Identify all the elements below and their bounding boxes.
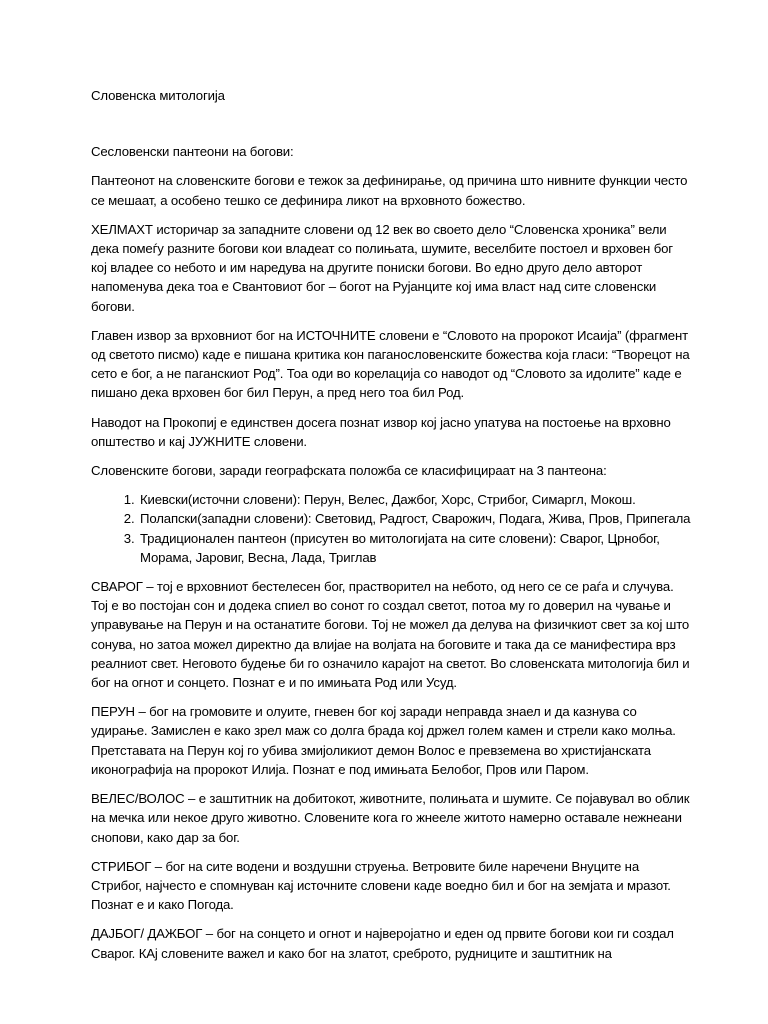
deity-paragraph: СВАРОГ – тој е врховниот бестелесен бог, прастворител на небото, од него се се раѓа и случува. Тој е во постојан сон и додека спиел во сонот го создал светот, потоа му го доверил на чување и управување на Перун и на останатите богови. Тој не можел да делува на физичкиот свет за кој што сонува, но затоа можел директно да влијае на волјата на боговите и така да се манифестира врз реалниот свет. Неговото будење би го означило карајот на светот. Во словенската митологија бил и бог на огнот и сонцето. Познат е и по имињата Род или Усуд. bbox=[91, 579, 690, 691]
deity-paragraph: ПЕРУН – бог на громовите и олуите, гневен бог кој заради неправда знаел и да казнува со удирање. Замислен е како зрел маж со долга брада кој држел голем камен и стрели како молња. Претставата на Перун кој го убива змијоликиот демон Волос е превземена во христијанската иконографија на пророкот Илија. Познат е под имињата Белобог, Пров или Паром. bbox=[91, 704, 676, 777]
deity-paragraph: ВЕЛЕС/ВОЛОС – е заштитник на добитокот, животните, полињата и шумите. Се појавувал во облик на мечка или некое друго животно. Словените кога го жнееле житото намерно оставале нежнеани снопови, како дар за бог. bbox=[91, 791, 690, 845]
list-item: 3. Традиционален пантеон (присутен во митологијата на сите словени): Сварог, Црнобог, Морама, Јаровиг, Весна, Лада, Триглав bbox=[138, 529, 691, 567]
pantheon-list bbox=[91, 490, 691, 567]
paragraph: ХЕЛМАХТ историчар за западните словени од 12 век во своето дело “Словенска хроника” вели дека помеѓу разните богови кои владеат со полињата, шумите, веселбите постоел и врховен бог кој владее со небото и им наредува на другите пониски богови. Во едно друго дело авторот напоменува дека тоа е Свантовиот бог – богот на Рујанците кој има власт над сите словенски богови. bbox=[91, 221, 673, 314]
paragraph: Наводот на Прокопиј е единствен досега познат извор кој јасно упатува на постоење на врховно општество и кај ЈУЖНИТЕ словени. bbox=[91, 414, 671, 449]
paragraph: Главен извор за врховниот бог на ИСТОЧНИТЕ словени е “Словото на пророкот Исаија” (фрагмент од светото писмо) каде е пишана критика кон паганословенските божества која гласи: “Творецот на сето е бог, а не паганскиот Род”. Тоа оди во корелација со наводот од “Словото за идолите” каде е пишано дека врховен бог бил Перун, а пред него тоа бил Род. bbox=[91, 327, 690, 401]
document-body bbox=[91, 86, 691, 973]
section-heading: Сесловенски пантеони на богови: bbox=[91, 144, 294, 160]
document-title: Словенска митологија bbox=[91, 88, 225, 103]
list-item: 1. Киевски(источни словени): Перун, Велес, Дажбог, Хорс, Стрибог, Симаргл, Мокош. bbox=[138, 490, 691, 509]
paragraph: Пантеонот на словенските богови е тежок за дефинирање, од причина што нивните функции често се мешаат, а особено тешко се дефинира ликот на врховното божество. bbox=[91, 173, 688, 208]
deity-paragraph: СТРИБОГ – бог на сите водени и воздушни струења. Ветровите биле наречени Внуците на Стрибог, најчесто е спомнуван кај источните словени каде воедно бил и бог на земјата и мразот. Познат е и како Погода. bbox=[91, 858, 671, 913]
deity-paragraph: ДАЈБОГ/ ДАЖБОГ – бог на сонцето и огнот и најверојатно и еден од првите богови кои ги создал Сварог. КАј словените важел и како бог на златот, среброто, рудниците и заштитник на bbox=[91, 926, 674, 961]
paragraph: Словенските богови, заради географската положба се класифицираат на 3 пантеона: bbox=[91, 463, 607, 479]
list-item: 2. Полапски(западни словени): Световид, Радгост, Сварожич, Подага, Жива, Пров, Припегала bbox=[138, 509, 691, 528]
